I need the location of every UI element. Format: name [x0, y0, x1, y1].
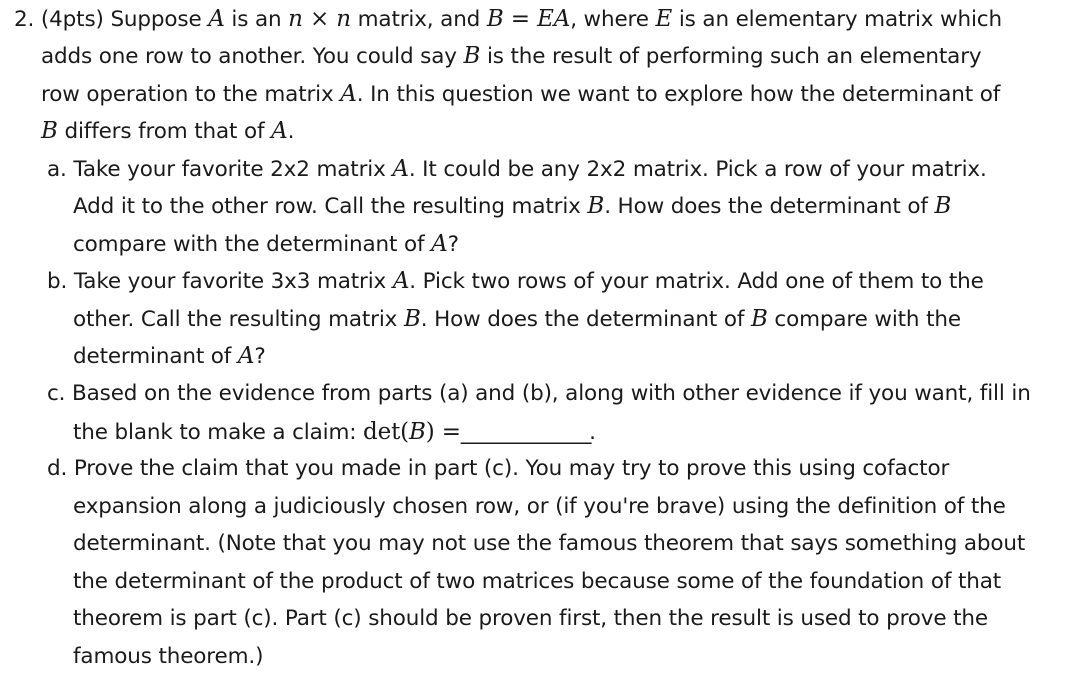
math-var: A: [392, 156, 409, 182]
math-var: B: [486, 6, 504, 32]
text: Prove the claim that you made in part (c). You may try to prove this using cofactor: [73, 456, 950, 481]
problem-number: 2.: [14, 7, 35, 32]
problem-line-4: [41, 117, 294, 146]
part-b-label: b.: [47, 269, 68, 294]
text: Based on the evidence from parts (a) and (b), along with other evidence if you want, fill in: [72, 381, 1031, 406]
math-var: EA: [537, 6, 571, 32]
text: matrix, and: [350, 7, 487, 32]
math-var: A: [237, 343, 255, 369]
part-a-label: a.: [47, 157, 67, 182]
text: is an elementary matrix which: [672, 7, 1002, 32]
part-a-line-3: [73, 230, 459, 259]
text: . How does the determinant of: [420, 307, 751, 332]
text: is an: [224, 7, 289, 32]
text: Take your favorite 2x2 matrix: [73, 157, 393, 182]
text: ?: [254, 344, 266, 369]
text: .: [287, 119, 295, 144]
text: Add it to the other row. Call the resulting matrix: [73, 194, 588, 219]
text: differs from that of: [57, 119, 272, 144]
math-var: B: [750, 306, 768, 332]
text: .: [589, 420, 596, 445]
part-a-line-2: [73, 192, 951, 221]
problem-line-2: [41, 42, 981, 71]
math-op: ×: [302, 6, 337, 32]
math-op: =: [503, 6, 538, 32]
part-c-label: c.: [47, 381, 66, 406]
text: compare with the: [767, 307, 961, 332]
text: , where: [570, 7, 656, 32]
math-var: B: [463, 43, 481, 69]
text: ?: [447, 232, 459, 257]
part-d-line-5: theorem is part (c). Part (c) should be proven first, then the result is used to prove the: [73, 606, 988, 631]
text: . Pick two rows of your matrix. Add one of them to the: [409, 269, 984, 294]
math-var: B: [934, 193, 952, 219]
part-d-line-4: the determinant of the product of two matrices because some of the foundation of that: [73, 569, 1002, 594]
math-var: A: [340, 81, 357, 107]
part-c-line-2: [73, 418, 596, 447]
text: row operation to the matrix: [41, 82, 341, 107]
part-b-line-1: [47, 267, 984, 296]
text: Take your favorite 3x3 matrix: [73, 269, 393, 294]
text: adds one row to another. You could say: [41, 44, 464, 69]
math-var: B: [587, 193, 605, 219]
text: compare with the determinant of: [73, 232, 432, 257]
math-var: B: [403, 306, 421, 332]
math-var: B: [41, 118, 58, 144]
problem-line-1: [14, 5, 1002, 34]
math-var: E: [655, 6, 673, 32]
part-b-line-3: [73, 342, 266, 371]
math-var: A: [271, 118, 288, 144]
text: Suppose: [110, 7, 209, 32]
math-var: A: [392, 268, 410, 294]
part-a-line-1: [47, 155, 987, 184]
text: is the result of performing such an elementary: [480, 44, 982, 69]
part-d-line-3: determinant. (Note that you may not use the famous theorem that says something about: [73, 531, 1026, 556]
math-op: ) =: [425, 419, 461, 445]
text: . How does the determinant of: [604, 194, 935, 219]
text: determinant of: [73, 344, 238, 369]
math-var: A: [208, 6, 225, 32]
text: the blank to make a claim:: [73, 420, 364, 445]
part-d-line-2: expansion along a judiciously chosen row, or (if you're brave) using the definition of the: [73, 494, 1006, 519]
answer-blank: _______________: [460, 420, 590, 445]
math-var: n: [288, 6, 303, 32]
problem-points: (4pts): [40, 7, 104, 32]
text: . In this question we want to explore how the determinant of: [356, 82, 1001, 107]
problem-line-3: [41, 80, 1000, 109]
part-d-line-1: [47, 455, 949, 483]
text: . It could be any 2x2 matrix. Pick a row of your matrix.: [408, 157, 987, 182]
part-d-line-6: famous theorem.): [73, 644, 264, 669]
math-var: n: [336, 6, 351, 32]
part-c-line-1: [47, 380, 1031, 408]
part-b-line-2: [73, 305, 961, 334]
part-d-label: d.: [47, 456, 68, 481]
math-var: B: [409, 419, 426, 445]
text: other. Call the resulting matrix: [73, 307, 404, 332]
math-var: A: [431, 231, 448, 257]
det-function: det(: [363, 419, 409, 445]
